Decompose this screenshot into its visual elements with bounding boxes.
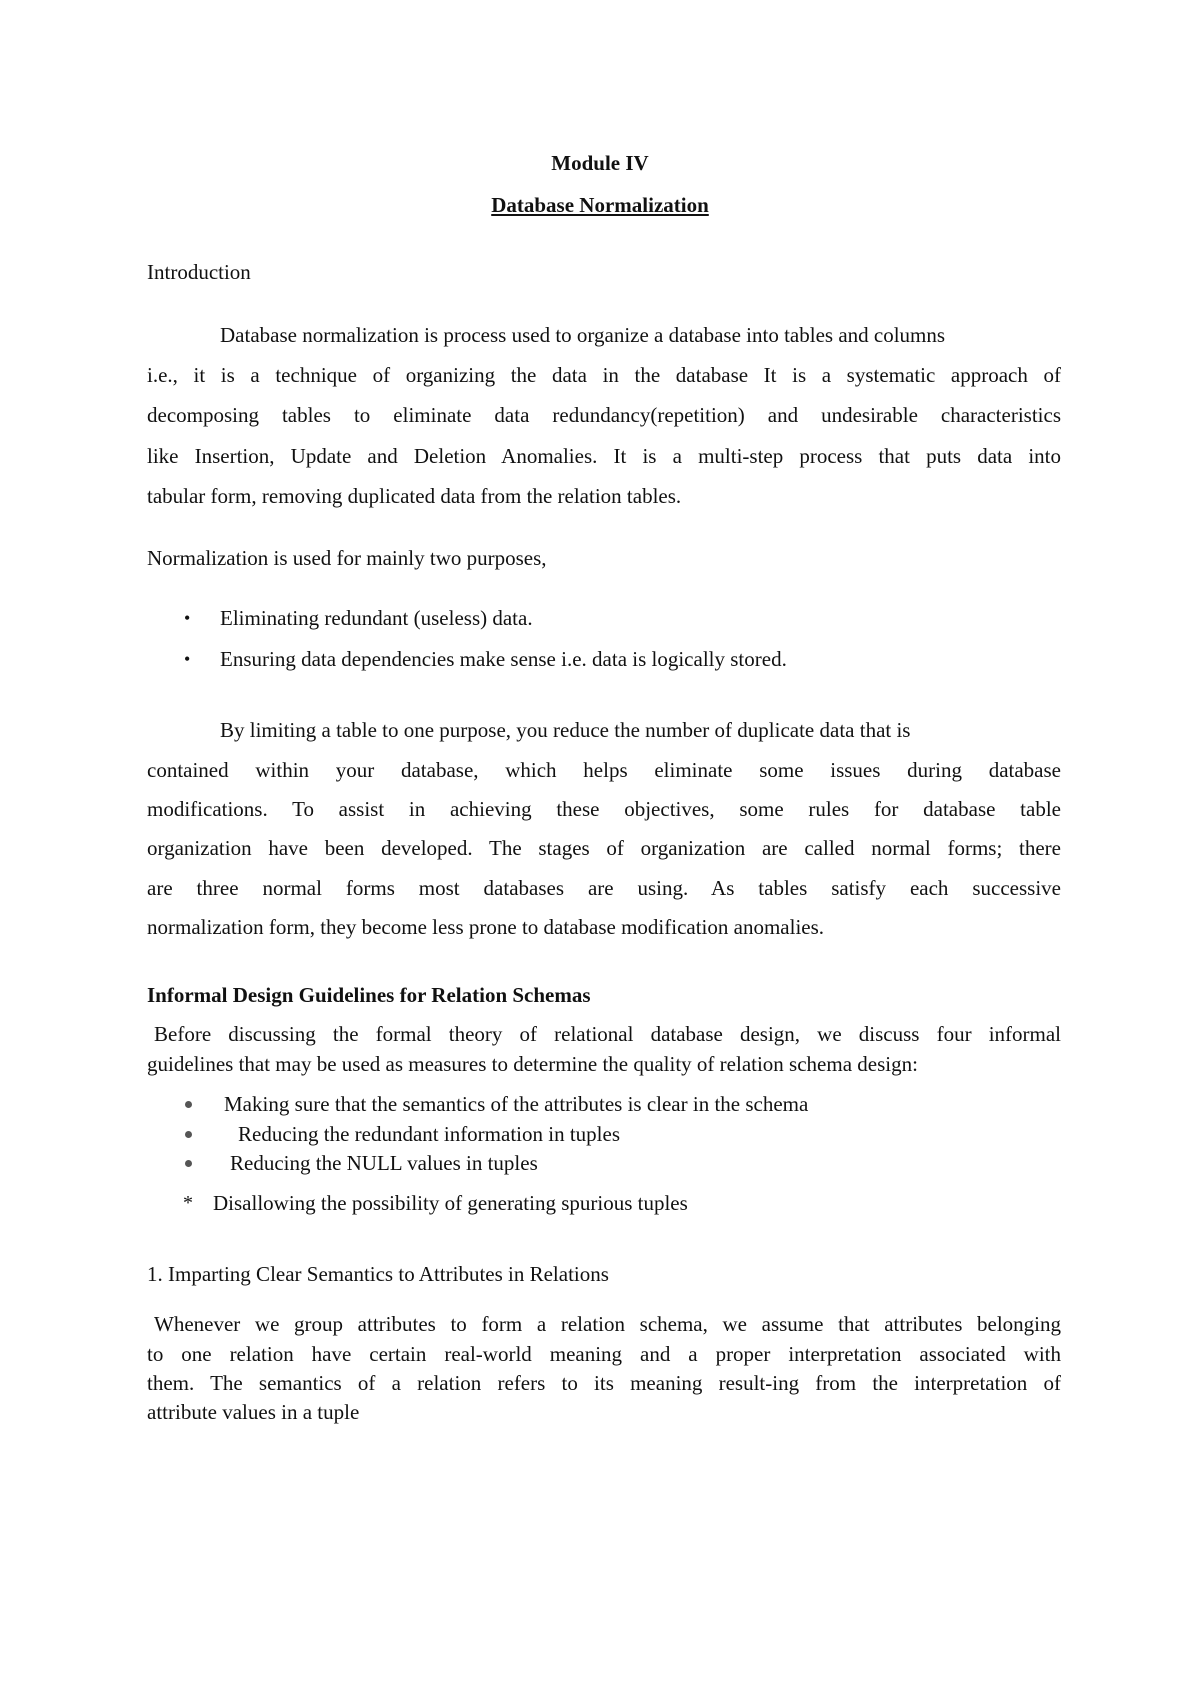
guideline-item-1: Making sure that the semantics of the attributes is clear in the schema — [224, 1092, 809, 1116]
bullet-icon — [185, 1101, 192, 1108]
purpose-item-2: Ensuring data dependencies make sense i.e. data is logically stored. — [220, 647, 787, 671]
section1-line-2: to one relation have certain real-world meaning and a proper interpretation associated with — [147, 1342, 1061, 1366]
section1-heading: 1. Imparting Clear Semantics to Attributes in Relations — [147, 1262, 609, 1286]
purposes-lead: Normalization is used for mainly two purposes, — [147, 546, 547, 570]
guideline-item-4: Disallowing the possibility of generating spurious tuples — [213, 1191, 688, 1215]
bullet-icon — [185, 1131, 192, 1138]
para2-line-5: are three normal forms most databases are using. As tables satisfy each successive — [147, 876, 1061, 900]
document-title: Database Normalization — [491, 193, 709, 217]
intro-line-5: tabular form, removing duplicated data from the relation tables. — [147, 484, 682, 508]
intro-heading: Introduction — [147, 260, 251, 284]
purpose-item-1: Eliminating redundant (useless) data. — [220, 606, 533, 630]
guidelines-line-2: guidelines that may be used as measures to determine the quality of relation schema design: — [147, 1052, 918, 1076]
para2-line-2: contained within your database, which helps eliminate some issues during database — [147, 758, 1061, 782]
intro-line-4: like Insertion, Update and Deletion Anomalies. It is a multi-step process that puts data into — [147, 444, 1061, 468]
para2-line-6: normalization form, they become less prone to database modification anomalies. — [147, 915, 825, 939]
asterisk-marker: * — [183, 1192, 193, 1214]
para2-line-4: organization have been developed. The stages of organization are called normal forms; there — [147, 836, 1061, 860]
guideline-item-2: Reducing the redundant information in tuples — [238, 1122, 620, 1146]
section1-line-1: Whenever we group attributes to form a relation schema, we assume that attributes belonging — [154, 1312, 1061, 1336]
module-label: Module IV — [551, 151, 649, 175]
section1-line-3: them. The semantics of a relation refers to its meaning result-ing from the interpretation of — [147, 1371, 1061, 1395]
para2-line-3: modifications. To assist in achieving these objectives, some rules for database table — [147, 797, 1061, 821]
intro-line-2: i.e., it is a technique of organizing the data in the database It is a systematic approach of — [147, 363, 1061, 387]
bullet-icon: • — [184, 649, 191, 669]
intro-line-3: decomposing tables to eliminate data redundancy(repetition) and undesirable characteristics — [147, 403, 1061, 427]
para2-line-1: By limiting a table to one purpose, you reduce the number of duplicate data that is — [220, 718, 911, 742]
intro-line-1: Database normalization is process used to organize a database into tables and columns — [220, 323, 946, 347]
section1-line-4: attribute values in a tuple — [147, 1400, 360, 1424]
bullet-icon: • — [184, 608, 191, 628]
guidelines-line-1: Before discussing the formal theory of relational database design, we discuss four informal — [154, 1022, 1061, 1046]
bullet-icon — [185, 1160, 192, 1167]
guideline-item-3: Reducing the NULL values in tuples — [230, 1151, 538, 1175]
guidelines-heading: Informal Design Guidelines for Relation Schemas — [147, 983, 591, 1007]
